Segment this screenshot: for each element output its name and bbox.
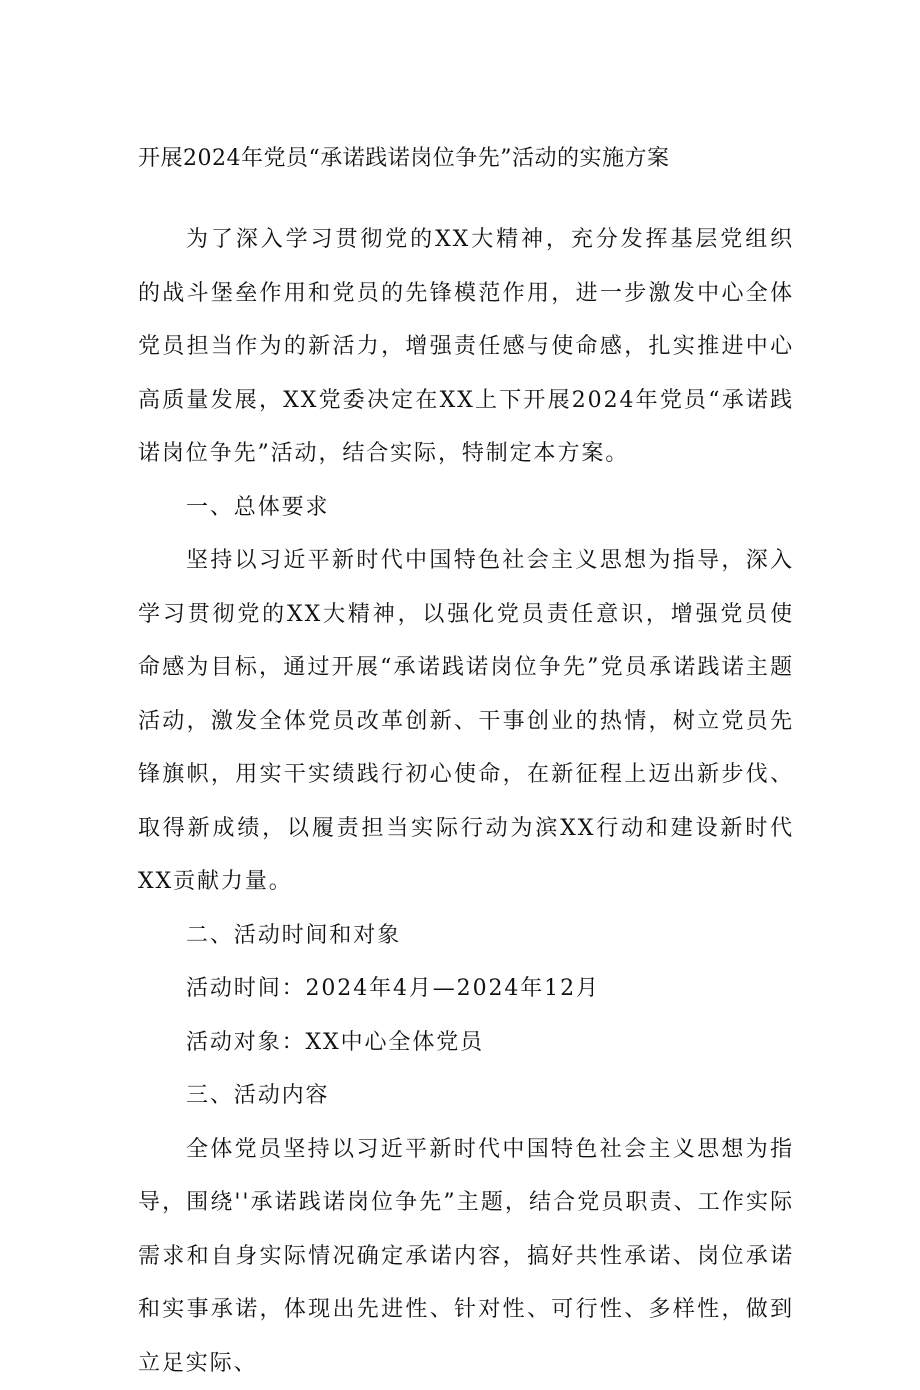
activity-participants-line: 活动对象：XX中心全体党员: [138, 1016, 794, 1070]
general-requirements-paragraph: 坚持以习近平新时代中国特色社会主义思想为指导，深入学习贯彻党的XX大精神，以强化党员责任意识，增强党员使命感为目标，通过开展“承诺践诺岗位争先”党员承诺践诺主题活动，激发全体党员改革创新、干事创业的热情，树立党员先锋旗帜，用实干实绩践行初心使命，在新征程上迈出新步伐、取得新成绩，以履责担当实际行动为滨XX行动和建设新时代XX贡献力量。: [138, 534, 794, 909]
section-heading-activity-content: 三、活动内容: [138, 1069, 794, 1123]
intro-paragraph: 为了深入学习贯彻党的XX大精神，充分发挥基层党组织的战斗堡垒作用和党员的先锋模范作用，进一步激发中心全体党员担当作为的新活力，增强责任感与使命感，扎实推进中心高质量发展，XX党委决定在XX上下开展2024年党员“承诺践诺岗位争先”活动，结合实际，特制定本方案。: [138, 213, 794, 481]
section-heading-time-and-participants: 二、活动时间和对象: [138, 909, 794, 963]
section-heading-general-requirements: 一、总体要求: [138, 481, 794, 535]
document-body: [138, 213, 794, 1390]
document-title: 开展2024年党员“承诺践诺岗位争先”活动的实施方案: [138, 143, 798, 175]
activity-content-paragraph: 全体党员坚持以习近平新时代中国特色社会主义思想为指导，围绕''承诺践诺岗位争先”主题，结合党员职责、工作实际需求和自身实际情况确定承诺内容，搞好共性承诺、岗位承诺和实事承诺，体现出先进性、针对性、可行性、多样性，做到立足实际、: [138, 1123, 794, 1390]
activity-time-line: 活动时间：2024年4月—2024年12月: [138, 962, 794, 1016]
